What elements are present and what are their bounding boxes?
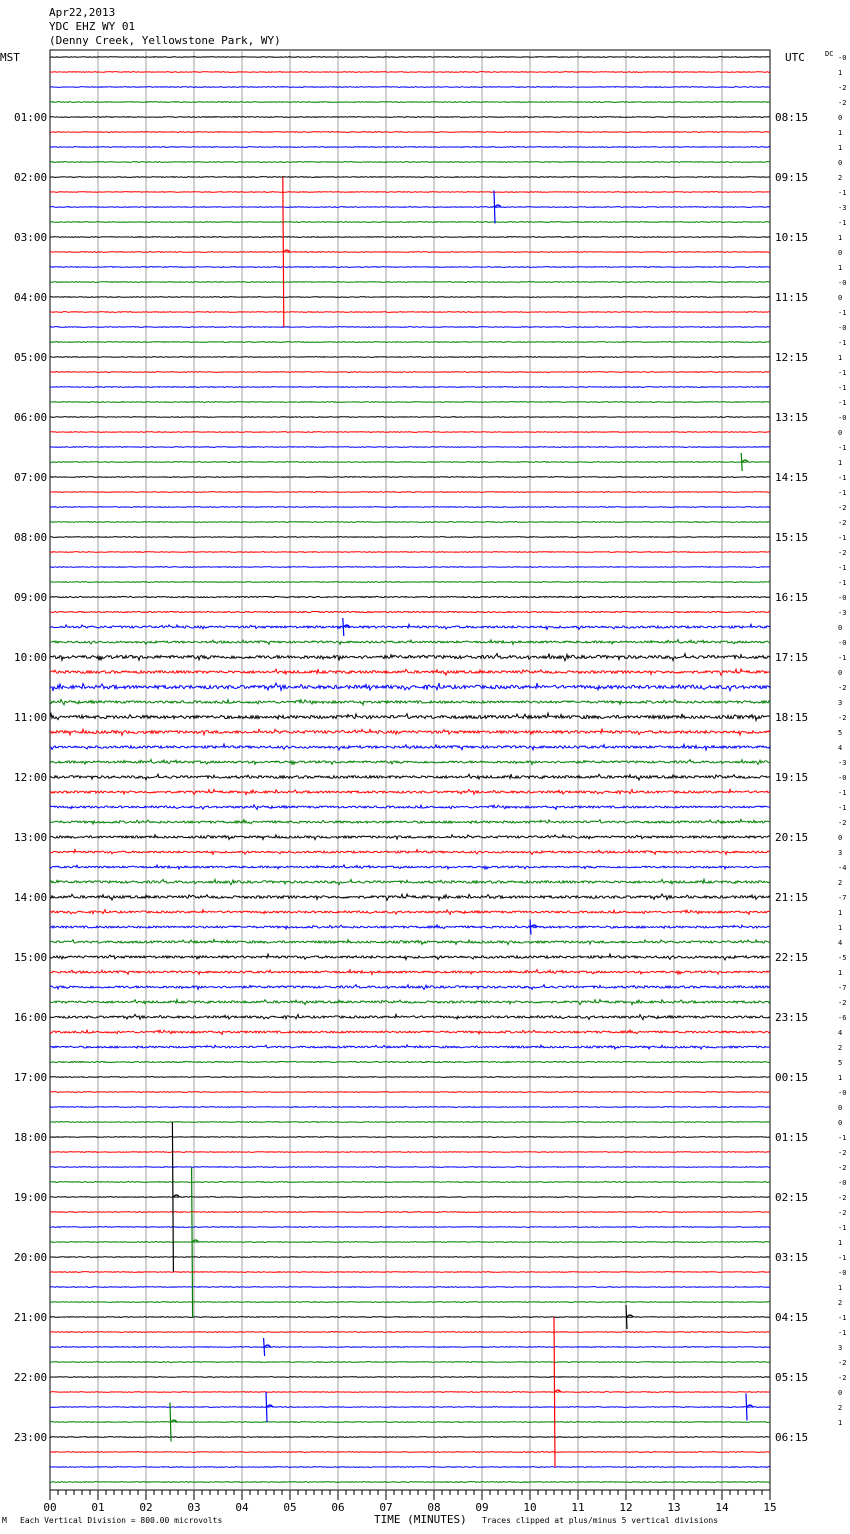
dc-offset-label: 3 xyxy=(838,849,843,857)
dc-offset-label: -5 xyxy=(838,954,847,962)
dc-offset-label: 1 xyxy=(838,129,843,137)
trace-line xyxy=(50,312,770,313)
dc-offset-label: 1 xyxy=(838,234,843,242)
trace-line xyxy=(50,1030,770,1035)
dc-offset-label: -2 xyxy=(838,1374,847,1382)
mst-hour-label: 21:00 xyxy=(14,1311,48,1324)
trace-line xyxy=(50,596,770,597)
mst-hour-label: 03:00 xyxy=(14,231,48,244)
dc-offset-label: -1 xyxy=(838,474,847,482)
header-station: YDC EHZ WY 01 xyxy=(49,20,136,33)
trace-line xyxy=(50,1347,770,1348)
utc-label: 06:15 xyxy=(775,1431,809,1444)
trace-line xyxy=(50,1452,770,1453)
footer-corner-mark: M xyxy=(2,1516,7,1525)
trace-line xyxy=(50,1272,770,1273)
dc-offset-label: -0 xyxy=(838,1269,847,1277)
mst-hour-label: 13:00 xyxy=(14,831,48,844)
trace-line xyxy=(50,729,770,736)
utc-labels xyxy=(775,111,808,1444)
trace-line xyxy=(50,207,770,208)
dc-offset-label: -2 xyxy=(838,819,847,827)
mst-hour-label: 11:00 xyxy=(14,711,48,724)
dc-offset-label: 2 xyxy=(838,879,843,887)
x-tick-label: 04 xyxy=(235,1501,249,1514)
dc-offset-label: 4 xyxy=(838,939,843,947)
trace-line xyxy=(50,669,770,675)
dc-offset-label: 0 xyxy=(838,294,843,302)
utc-label: 22:15 xyxy=(775,951,809,964)
trace-line xyxy=(50,819,770,824)
mst-hour-label: 17:00 xyxy=(14,1071,48,1084)
dc-offset-label: -1 xyxy=(838,1134,847,1142)
utc-label: 18:15 xyxy=(775,711,809,724)
trace-line xyxy=(50,1407,770,1408)
trace-line xyxy=(50,654,770,661)
trace-line xyxy=(50,699,770,704)
trace-line xyxy=(50,1482,770,1483)
dc-offset-label: -1 xyxy=(838,1314,847,1322)
mst-hour-label: 23:00 xyxy=(14,1431,48,1444)
trace-line xyxy=(50,132,770,133)
dc-offset-label: 1 xyxy=(838,1284,843,1292)
dc-offset-label: 4 xyxy=(838,744,843,752)
mst-hour-label: 15:00 xyxy=(14,951,48,964)
trace-line xyxy=(50,865,770,869)
dc-offset-label: -1 xyxy=(838,579,847,587)
dc-offset-label: 1 xyxy=(838,69,843,77)
x-tick-label: 01 xyxy=(91,1501,105,1514)
dc-offset-label: -1 xyxy=(838,369,847,377)
trace-line xyxy=(50,447,770,448)
dc-offset-label: -1 xyxy=(838,564,847,572)
dc-offset-label: -2 xyxy=(838,714,847,722)
mst-hour-label: 06:00 xyxy=(14,411,48,424)
trace-line xyxy=(50,222,770,223)
trace-line xyxy=(50,327,770,328)
dc-offset-label: 1 xyxy=(838,1419,843,1427)
x-tick-label: 13 xyxy=(667,1501,681,1514)
trace-line xyxy=(50,507,770,508)
utc-label: 14:15 xyxy=(775,471,809,484)
dc-offset-label: -1 xyxy=(838,489,847,497)
dc-offset-label: 2 xyxy=(838,174,843,182)
trace-line xyxy=(50,1167,770,1168)
trace-line xyxy=(50,342,770,343)
header-date: Apr22,2013 xyxy=(49,6,116,19)
dc-offset-labels xyxy=(838,54,846,1427)
dc-offset-label: -2 xyxy=(838,549,847,557)
mst-hour-labels xyxy=(14,111,47,1444)
dc-offset-label: -2 xyxy=(838,519,847,527)
trace-line xyxy=(50,954,770,960)
dc-offset-label: 0 xyxy=(838,669,843,677)
dc-column-label: DC xyxy=(825,50,834,58)
dc-offset-label: -2 xyxy=(838,999,847,1007)
utc-label: 15:15 xyxy=(775,531,809,544)
trace-line xyxy=(50,162,770,163)
trace-line xyxy=(50,537,770,538)
dc-offset-label: -1 xyxy=(838,384,847,392)
trace-line xyxy=(50,402,770,403)
trace-line xyxy=(50,117,770,118)
dc-offset-label: 1 xyxy=(838,1239,843,1247)
mst-hour-label: 22:00 xyxy=(14,1371,48,1384)
mst-hour-label: 01:00 xyxy=(14,111,48,124)
dc-offset-label: -2 xyxy=(838,504,847,512)
utc-label: 00:15 xyxy=(775,1071,809,1084)
x-tick-label: 03 xyxy=(187,1501,201,1514)
trace-line xyxy=(50,387,770,388)
trace-line xyxy=(50,1257,770,1258)
footer-division-note: Each Vertical Division = 800.00 microvolts xyxy=(20,1516,223,1525)
dc-offset-label: -1 xyxy=(838,789,847,797)
dc-offset-label: 1 xyxy=(838,354,843,362)
mst-hour-label: 08:00 xyxy=(14,531,48,544)
utc-label: 12:15 xyxy=(775,351,809,364)
x-tick-label: 15 xyxy=(763,1501,777,1514)
trace-line xyxy=(50,477,770,478)
trace-line xyxy=(50,102,770,103)
dc-offset-label: 2 xyxy=(838,1044,843,1052)
footer xyxy=(2,1513,718,1526)
utc-label: 09:15 xyxy=(775,171,809,184)
trace-line xyxy=(50,939,770,944)
dc-offset-label: 1 xyxy=(838,144,843,152)
trace-line xyxy=(50,567,770,568)
plot-frame xyxy=(50,50,770,1490)
trace-line xyxy=(50,417,770,418)
trace-line xyxy=(50,1014,770,1019)
dc-offset-label: 1 xyxy=(838,969,843,977)
x-tick-label: 08 xyxy=(427,1501,441,1514)
utc-label: 08:15 xyxy=(775,111,809,124)
dc-offset-label: 0 xyxy=(838,1389,843,1397)
trace-line xyxy=(50,759,770,764)
dc-offset-label: -3 xyxy=(838,759,847,767)
mst-hour-label: 19:00 xyxy=(14,1191,48,1204)
dc-offset-label: -1 xyxy=(838,1254,847,1262)
dc-offset-label: 1 xyxy=(838,1074,843,1082)
x-tick-label: 00 xyxy=(43,1501,57,1514)
trace-line xyxy=(50,1332,770,1333)
dc-offset-label: -1 xyxy=(838,189,847,197)
dc-offset-label: -2 xyxy=(838,1164,847,1172)
trace-line xyxy=(50,492,770,493)
trace-line xyxy=(50,522,770,523)
trace-line xyxy=(50,1302,770,1303)
dc-offset-label: -2 xyxy=(838,1209,847,1217)
left-axis-label: MST xyxy=(0,51,20,64)
utc-label: 13:15 xyxy=(775,411,809,424)
dc-offset-label: -1 xyxy=(838,219,847,227)
dc-offset-label: -1 xyxy=(838,1329,847,1337)
trace-line xyxy=(50,1377,770,1378)
trace-line xyxy=(50,999,770,1004)
trace-line xyxy=(50,1242,770,1243)
trace-line xyxy=(50,1212,770,1213)
trace-line xyxy=(50,1227,770,1228)
utc-label: 04:15 xyxy=(775,1311,809,1324)
mst-hour-label: 12:00 xyxy=(14,771,48,784)
trace-line xyxy=(50,1467,770,1468)
utc-label: 03:15 xyxy=(775,1251,809,1264)
trace-line xyxy=(50,462,770,463)
trace-line xyxy=(50,1287,770,1288)
x-tick-label: 07 xyxy=(379,1501,393,1514)
header-location: (Denny Creek, Yellowstone Park, WY) xyxy=(49,34,281,47)
utc-label: 21:15 xyxy=(775,891,809,904)
x-axis-title: TIME (MINUTES) xyxy=(374,1513,467,1526)
x-axis xyxy=(43,1490,776,1514)
trace-line xyxy=(50,372,770,373)
dc-offset-label: 0 xyxy=(838,429,843,437)
dc-offset-label: -2 xyxy=(838,1194,847,1202)
x-tick-label: 11 xyxy=(571,1501,585,1514)
dc-offset-label: -0 xyxy=(838,414,847,422)
trace-line xyxy=(50,624,770,629)
trace-line xyxy=(50,970,770,975)
dc-offset-label: -1 xyxy=(838,309,847,317)
dc-offset-label: -2 xyxy=(838,84,847,92)
dc-offset-label: -0 xyxy=(838,1179,847,1187)
dc-offset-label: 0 xyxy=(838,834,843,842)
dc-offset-label: 0 xyxy=(838,159,843,167)
trace-line xyxy=(50,1077,770,1078)
utc-label: 19:15 xyxy=(775,771,809,784)
trace-line xyxy=(50,192,770,193)
trace-line xyxy=(50,1122,770,1123)
mst-hour-label: 05:00 xyxy=(14,351,48,364)
trace-line xyxy=(50,237,770,238)
dc-offset-label: -1 xyxy=(838,1224,847,1232)
utc-label: 20:15 xyxy=(775,831,809,844)
trace-line xyxy=(50,910,770,915)
dc-offset-label: -0 xyxy=(838,639,847,647)
trace-line xyxy=(50,744,770,750)
trace-line xyxy=(50,297,770,298)
trace-line xyxy=(50,611,770,612)
dc-offset-label: -0 xyxy=(838,54,847,62)
dc-offset-label: -3 xyxy=(838,609,847,617)
trace-line xyxy=(50,177,770,178)
mst-hour-label: 20:00 xyxy=(14,1251,48,1264)
trace-line xyxy=(50,894,770,900)
trace-line xyxy=(50,72,770,73)
mst-hour-label: 04:00 xyxy=(14,291,48,304)
dc-offset-label: -2 xyxy=(838,1359,847,1367)
trace-line xyxy=(50,432,770,433)
dc-offset-label: -1 xyxy=(838,444,847,452)
x-tick-label: 05 xyxy=(283,1501,297,1514)
dc-offset-label: 1 xyxy=(838,909,843,917)
utc-label: 17:15 xyxy=(775,651,809,664)
dc-offset-label: 1 xyxy=(838,459,843,467)
trace-line xyxy=(50,1061,770,1062)
dc-offset-label: -1 xyxy=(838,399,847,407)
utc-label: 11:15 xyxy=(775,291,809,304)
x-tick-label: 06 xyxy=(331,1501,345,1514)
trace-line xyxy=(50,789,770,794)
dc-offset-label: 3 xyxy=(838,1344,843,1352)
dc-offset-label: 4 xyxy=(838,1029,843,1037)
trace-line xyxy=(50,147,770,148)
trace-line xyxy=(50,1317,770,1318)
right-axis-label: UTC xyxy=(785,51,805,64)
header xyxy=(49,6,281,47)
dc-offset-label: -2 xyxy=(838,684,847,692)
dc-offset-label: 0 xyxy=(838,249,843,257)
trace-line xyxy=(50,879,770,884)
x-tick-label: 12 xyxy=(619,1501,633,1514)
trace-line xyxy=(50,1362,770,1363)
dc-offset-label: 5 xyxy=(838,1059,843,1067)
trace-line xyxy=(50,282,770,283)
x-tick-label: 02 xyxy=(139,1501,153,1514)
dc-offset-label: 0 xyxy=(838,114,843,122)
trace-lines xyxy=(50,57,770,1483)
utc-label: 02:15 xyxy=(775,1191,809,1204)
dc-offset-label: 2 xyxy=(838,1404,843,1412)
trace-line xyxy=(50,835,770,840)
trace-line xyxy=(50,57,770,58)
trace-line xyxy=(50,1107,770,1108)
dc-offset-label: 0 xyxy=(838,1104,843,1112)
dc-offset-label: 3 xyxy=(838,699,843,707)
trace-line xyxy=(50,774,770,780)
trace-line xyxy=(50,683,770,691)
mst-hour-label: 14:00 xyxy=(14,891,48,904)
dc-offset-label: -0 xyxy=(838,324,847,332)
utc-label: 01:15 xyxy=(775,1131,809,1144)
trace-line xyxy=(50,805,770,810)
trace-line xyxy=(50,1437,770,1438)
dc-offset-label: 0 xyxy=(838,1119,843,1127)
trace-line xyxy=(50,850,770,855)
dc-offset-label: -2 xyxy=(838,1149,847,1157)
trace-line xyxy=(50,1152,770,1153)
mst-hour-label: 10:00 xyxy=(14,651,48,664)
dc-offset-label: -2 xyxy=(838,99,847,107)
trace-line xyxy=(50,252,770,253)
minute-grid xyxy=(50,50,770,1490)
dc-offset-label: -3 xyxy=(838,204,847,212)
trace-line xyxy=(50,1422,770,1423)
x-tick-label: 14 xyxy=(715,1501,729,1514)
dc-offset-label: -6 xyxy=(838,1014,847,1022)
utc-label: 10:15 xyxy=(775,231,809,244)
mst-hour-label: 02:00 xyxy=(14,171,48,184)
dc-offset-label: -1 xyxy=(838,534,847,542)
trace-line xyxy=(50,985,770,990)
trace-line xyxy=(50,1197,770,1198)
dc-offset-label: 5 xyxy=(838,729,843,737)
trace-line xyxy=(50,87,770,88)
trace-line xyxy=(50,1092,770,1093)
dc-offset-label: -4 xyxy=(838,864,847,872)
utc-label: 23:15 xyxy=(775,1011,809,1024)
dc-offset-label: 2 xyxy=(838,1299,843,1307)
trace-line xyxy=(50,925,770,929)
mst-hour-label: 07:00 xyxy=(14,471,48,484)
dc-offset-label: 1 xyxy=(838,924,843,932)
trace-line xyxy=(50,582,770,583)
trace-line xyxy=(50,357,770,358)
trace-line xyxy=(50,1182,770,1183)
trace-line xyxy=(50,267,770,268)
dc-offset-label: -1 xyxy=(838,654,847,662)
x-tick-label: 09 xyxy=(475,1501,489,1514)
dc-offset-label: -0 xyxy=(838,594,847,602)
dc-offset-label: -7 xyxy=(838,984,847,992)
dc-offset-label: 1 xyxy=(838,264,843,272)
mst-hour-label: 16:00 xyxy=(14,1011,48,1024)
trace-line xyxy=(50,640,770,645)
dc-offset-label: -1 xyxy=(838,804,847,812)
footer-clip-note: Traces clipped at plus/minus 5 vertical divisions xyxy=(482,1516,719,1525)
mst-hour-label: 09:00 xyxy=(14,591,48,604)
dc-offset-label: -0 xyxy=(838,1089,847,1097)
dc-offset-label: -0 xyxy=(838,774,847,782)
trace-line xyxy=(50,1392,770,1393)
trace-line xyxy=(50,1045,770,1049)
dc-offset-label: -0 xyxy=(838,279,847,287)
utc-label: 05:15 xyxy=(775,1371,809,1384)
dc-offset-label: -1 xyxy=(838,339,847,347)
mst-hour-label: 18:00 xyxy=(14,1131,48,1144)
utc-label: 16:15 xyxy=(775,591,809,604)
dc-offset-label: -7 xyxy=(838,894,847,902)
dc-offset-label: 0 xyxy=(838,624,843,632)
trace-line xyxy=(50,552,770,553)
x-tick-label: 10 xyxy=(523,1501,537,1514)
trace-line xyxy=(50,1137,770,1138)
trace-line xyxy=(50,713,770,720)
